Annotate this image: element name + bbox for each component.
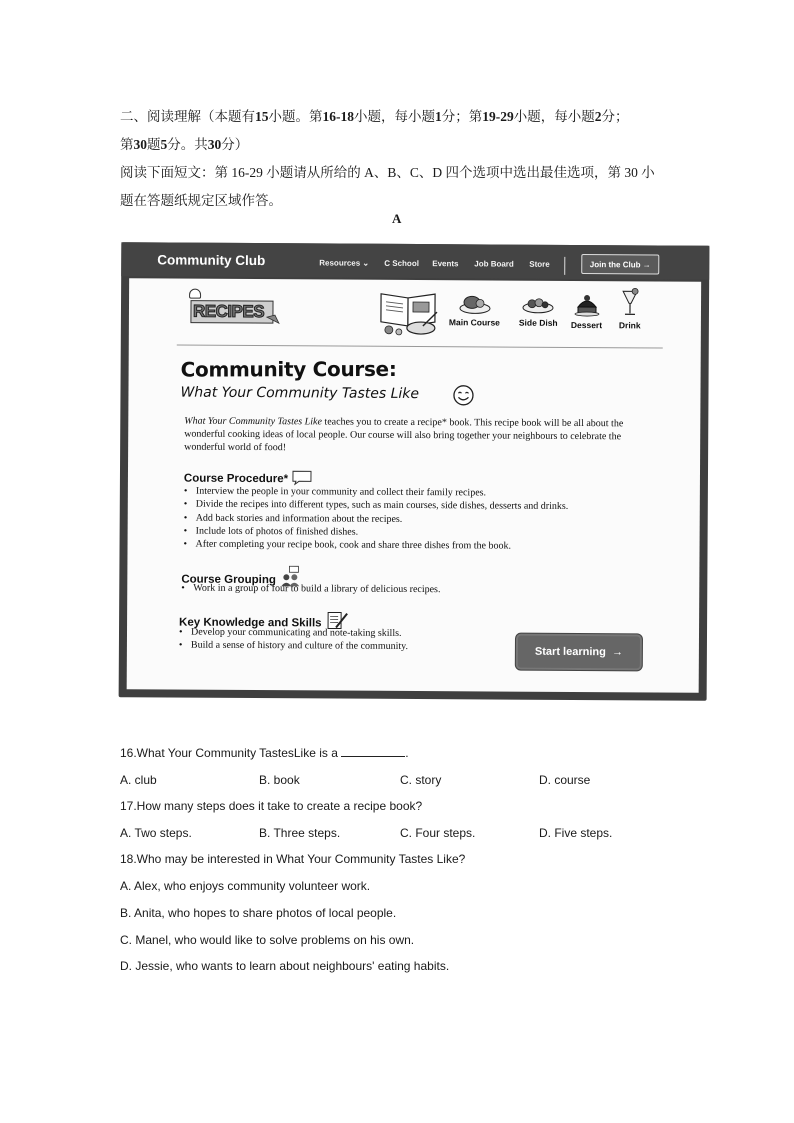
heading-number: 16-18 xyxy=(322,109,354,124)
answer-blank[interactable] xyxy=(341,747,405,757)
divider xyxy=(177,345,663,349)
course-description-text: teaches you to create a recipe* book. This recipe book will be all about the wonderful cooking ideas of local people. Our course will also bring together your neighbours to celebrate the wonderful world of food! xyxy=(184,416,624,454)
q18-option-a[interactable]: A. Alex, who enjoys community volunteer work. xyxy=(120,879,371,893)
side-dish-icon xyxy=(521,293,555,315)
skills-item: • Develop your communicating and note-taking skills. xyxy=(179,626,408,641)
question-18: 18.Who may be interested in What Your Community Tastes Like? xyxy=(120,852,466,866)
category-drink[interactable] xyxy=(619,287,641,330)
procedure-item: • Divide the recipes into different types, such as main courses, side dishes, desserts and drinks. xyxy=(184,498,569,514)
procedure-item: • Interview the people in your community and collect their family recipes. xyxy=(184,485,569,501)
q17-option-a[interactable]: A. Two steps. xyxy=(120,826,192,840)
nav-divider xyxy=(564,257,565,275)
dessert-icon xyxy=(572,293,602,317)
q16-option-b[interactable]: B. book xyxy=(259,773,300,787)
procedure-item: • Add back stories and information about the recipes. xyxy=(184,511,569,527)
nav-store[interactable]: Store xyxy=(529,259,550,269)
q16-option-c[interactable]: C. story xyxy=(400,773,442,787)
heading-text: 小题。第 xyxy=(268,109,323,124)
course-name-italic: What Your Community Tastes Like xyxy=(184,415,322,428)
procedure-list xyxy=(184,485,569,554)
course-subtitle: What Your Community Tastes Like xyxy=(180,384,420,403)
heading-number: 19-29 xyxy=(482,109,514,124)
instructions-line2: 题在答题纸规定区域作答。 xyxy=(120,193,282,208)
category-label: Dessert xyxy=(570,319,603,331)
recipe-book-icon xyxy=(377,290,443,336)
join-club-button[interactable]: Join the Club → xyxy=(581,254,659,274)
chef-hat-icon xyxy=(189,289,201,299)
heading-number: 15 xyxy=(255,109,269,124)
q17-option-d[interactable]: D. Five steps. xyxy=(539,826,613,840)
q18-option-b[interactable]: B. Anita, who hopes to share photos of local people. xyxy=(120,906,397,920)
nav-events[interactable]: Events xyxy=(432,259,459,269)
procedure-heading xyxy=(184,469,313,486)
heading-number: 5 xyxy=(160,137,168,152)
question-stem: 16.What Your Community TastesLike is a xyxy=(120,746,338,760)
webpage-photo xyxy=(119,242,710,701)
category-dessert[interactable] xyxy=(571,293,602,330)
q16-option-a[interactable]: A. club xyxy=(120,773,157,787)
heading-number: 2 xyxy=(594,109,602,124)
skills-list xyxy=(179,626,408,654)
heading-text: 分；第 xyxy=(441,109,483,124)
navbar xyxy=(121,242,709,280)
procedure-item: • After completing your recipe book, cook and share three dishes from the book. xyxy=(184,538,569,554)
course-description xyxy=(184,415,664,457)
grouping-heading-text: Course Grouping xyxy=(181,573,276,587)
question-17: 17.How many steps does it take to create a recipe book? xyxy=(120,799,423,813)
category-main-course[interactable] xyxy=(449,292,500,327)
heading-number: 30 xyxy=(133,137,147,152)
section-heading-line2 xyxy=(120,131,700,159)
arrow-right-icon: → xyxy=(611,646,623,659)
recipes-logo xyxy=(187,295,283,328)
course-title: Community Course: xyxy=(180,356,397,382)
category-label: Side Dish xyxy=(518,317,558,328)
passage-letter: A xyxy=(392,211,402,226)
start-learning-label: Start learning xyxy=(534,645,606,659)
section-heading-line1 xyxy=(120,103,700,131)
heading-text: 分； xyxy=(601,109,629,124)
skills-item: • Build a sense of history and culture of the community. xyxy=(179,639,408,654)
heading-text: 第 xyxy=(120,137,134,152)
q18-option-d[interactable]: D. Jessie, who wants to learn about neighbours' eating habits. xyxy=(120,959,450,973)
procedure-heading-text: Course Procedure* xyxy=(183,472,289,486)
heading-text: 小题，每小题 xyxy=(354,109,435,124)
grouping-item: • Work in a group of four to build a library of delicious recipes. xyxy=(181,582,440,597)
section-intro xyxy=(120,103,700,215)
heading-number: 30 xyxy=(207,137,222,152)
heading-text: 分） xyxy=(221,137,249,152)
nav-c-school[interactable]: C School xyxy=(384,258,419,269)
q17-option-b[interactable]: B. Three steps. xyxy=(259,826,341,840)
smiley-icon xyxy=(452,384,474,406)
brand-logo[interactable]: Community Club xyxy=(157,252,266,269)
skills-heading-text: Key Knowledge and Skills xyxy=(179,616,322,630)
q17-option-c[interactable]: C. Four steps. xyxy=(400,826,476,840)
procedure-item: • Include lots of photos of finished dishes. xyxy=(184,524,569,540)
nav-resources[interactable]: Resources ⌄ xyxy=(319,258,370,268)
instructions-line1: 阅读下面短文：第 16-29 小题请从所给的 A、B、C、D 四个选项中选出最佳选项，第 30 小 xyxy=(120,165,655,180)
heading-number: 1 xyxy=(435,109,442,124)
nav-job-board[interactable]: Job Board xyxy=(474,259,514,269)
heading-text: 分。共 xyxy=(167,137,208,152)
grouping-list xyxy=(181,582,440,597)
drink-icon xyxy=(620,287,640,317)
category-label: Drink xyxy=(618,320,641,331)
category-label: Main Course xyxy=(448,317,500,328)
note-bubble-icon xyxy=(291,469,313,485)
heading-text: 二、阅读理解（本题有 xyxy=(120,109,255,124)
category-side-dish[interactable] xyxy=(519,293,558,328)
heading-text: 小题，每小题 xyxy=(513,109,595,124)
recipes-logo-text: RECIPES xyxy=(192,301,265,322)
start-learning-button[interactable] xyxy=(515,633,643,672)
q18-option-c[interactable]: C. Manel, who would like to solve problems on his own. xyxy=(120,933,415,947)
question-end: . xyxy=(405,746,409,760)
heading-text: 题 xyxy=(147,137,161,152)
question-16 xyxy=(120,746,409,760)
webpage-content xyxy=(127,278,702,692)
q16-option-d[interactable]: D. course xyxy=(539,773,591,787)
main-course-icon xyxy=(457,292,491,314)
